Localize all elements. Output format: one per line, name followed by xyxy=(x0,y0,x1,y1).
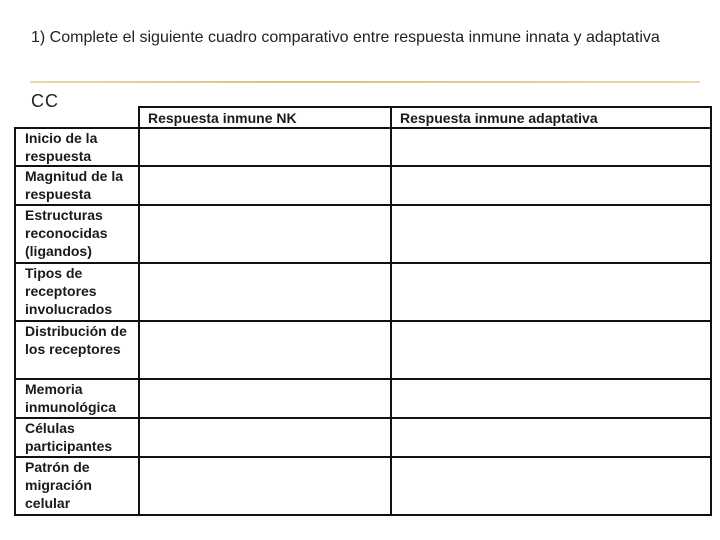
header-adaptativa: Respuesta inmune adaptativa xyxy=(391,107,711,128)
comparison-table-wrapper xyxy=(14,106,710,514)
table-row xyxy=(15,379,711,418)
cell-nk-magnitud[interactable] xyxy=(139,166,391,205)
title-divider xyxy=(30,81,700,83)
row-label-patron: Patrón de migración celular xyxy=(15,457,139,515)
table-row xyxy=(15,205,711,263)
cell-adaptativa-magnitud[interactable] xyxy=(391,166,711,205)
cell-nk-receptores[interactable] xyxy=(139,263,391,321)
cell-adaptativa-patron[interactable] xyxy=(391,457,711,515)
row-label-celulas: Células participantes xyxy=(15,418,139,457)
table-row xyxy=(15,321,711,379)
cell-adaptativa-celulas[interactable] xyxy=(391,418,711,457)
comparison-table xyxy=(14,106,712,516)
cell-nk-celulas[interactable] xyxy=(139,418,391,457)
cell-adaptativa-receptores[interactable] xyxy=(391,263,711,321)
row-label-magnitud: Magnitud de la respuesta xyxy=(15,166,139,205)
instruction-text: 1) Complete el siguiente cuadro comparativo entre respuesta inmune innata y adaptativa xyxy=(31,29,660,46)
cell-nk-estructuras[interactable] xyxy=(139,205,391,263)
cell-nk-patron[interactable] xyxy=(139,457,391,515)
table-header-row xyxy=(15,107,711,128)
row-label-distribucion: Distribución de los receptores xyxy=(15,321,139,379)
table-row xyxy=(15,457,711,515)
row-label-memoria: Memoria inmunológica xyxy=(15,379,139,418)
cell-adaptativa-distribucion[interactable] xyxy=(391,321,711,379)
cell-nk-memoria[interactable] xyxy=(139,379,391,418)
table-row xyxy=(15,263,711,321)
table-row xyxy=(15,418,711,457)
cell-adaptativa-estructuras[interactable] xyxy=(391,205,711,263)
partial-text: CC xyxy=(31,91,59,111)
header-nk: Respuesta inmune NK xyxy=(139,107,391,128)
row-label-estructuras: Estructuras reconocidas (ligandos) xyxy=(15,205,139,263)
cell-nk-inicio[interactable] xyxy=(139,128,391,166)
row-label-inicio: Inicio de la respuesta xyxy=(15,128,139,166)
header-corner xyxy=(15,107,139,128)
table-row xyxy=(15,166,711,205)
cell-adaptativa-inicio[interactable] xyxy=(391,128,711,166)
cell-nk-distribucion[interactable] xyxy=(139,321,391,379)
table-row xyxy=(15,128,711,166)
cell-adaptativa-memoria[interactable] xyxy=(391,379,711,418)
row-label-receptores: Tipos de receptores involucrados xyxy=(15,263,139,321)
